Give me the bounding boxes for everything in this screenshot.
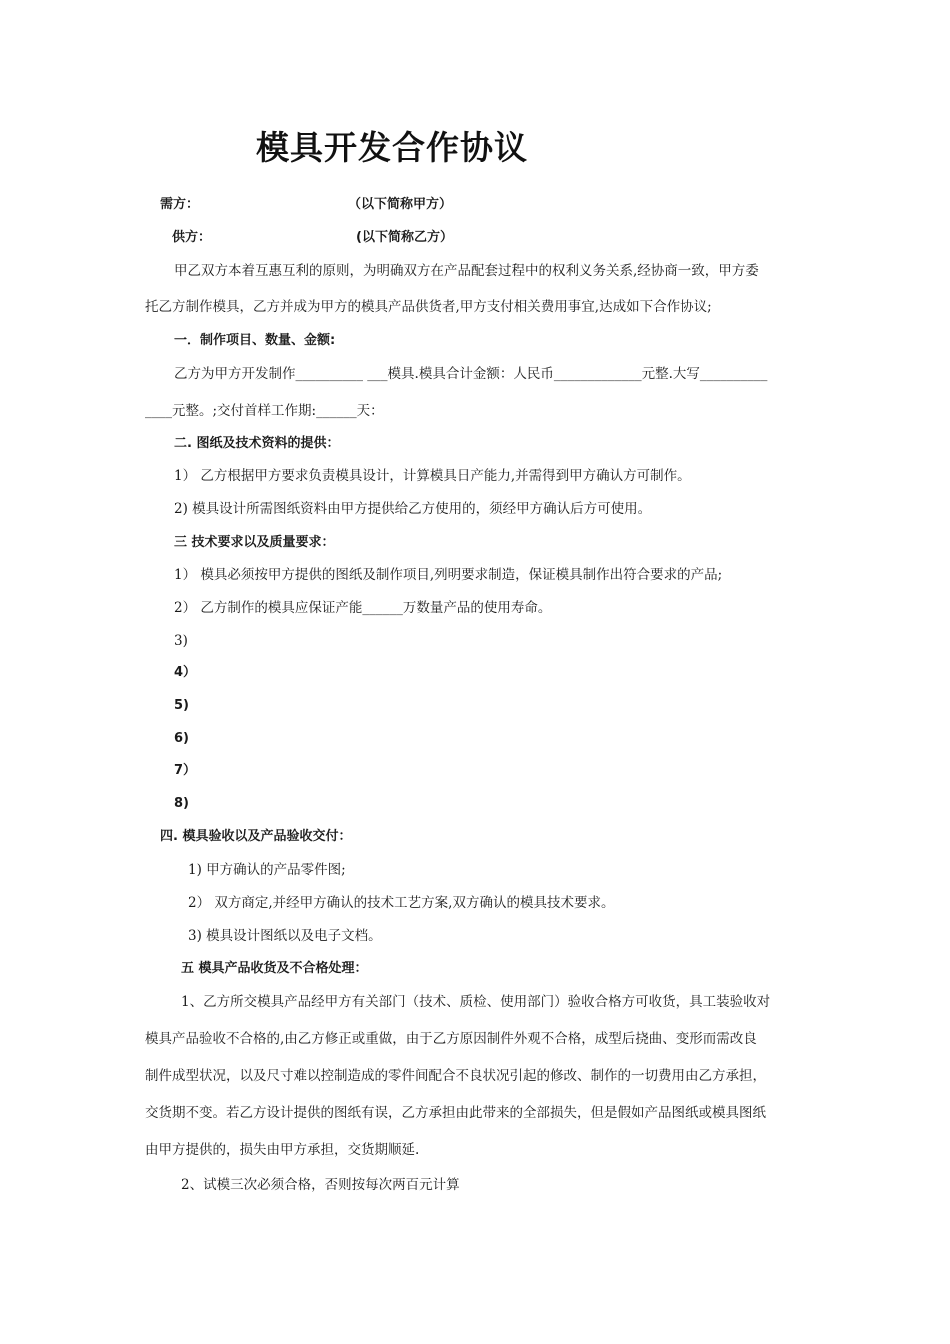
intro-line-1: 甲乙双方本着互惠互利的原则，为明确双方在产品配套过程中的权利义务关系,经协商一致，甲方委 xyxy=(174,263,759,279)
section-3-item-5: 5) xyxy=(174,698,189,713)
section-5-heading: 五 模具产品收货及不合格处理： xyxy=(181,961,368,976)
section-3-item-1: 1） 模具必须按甲方提供的图纸及制作项目,列明要求制造，保证模具制作出符合要求的产品; xyxy=(174,567,723,583)
section-3-item-8: 8) xyxy=(174,796,189,811)
section-3-heading: 三 技术要求以及质量要求： xyxy=(174,535,335,550)
section-3-item-4: 4） xyxy=(174,665,197,680)
section-3-item-2: 2） 乙方制作的模具应保证产能______万数量产品的使用寿命。 xyxy=(174,600,552,616)
section-5-para-1-line-2: 模具产品验收不合格的,由乙方修正或重做，由于乙方原因制件外观不合格，成型后挠曲、变形而需改良 xyxy=(145,1031,757,1047)
intro-line-2: 托乙方制作模具，乙方并成为甲方的模具产品供货者,甲方支付相关费用事宜,达成如下合作协议; xyxy=(145,299,712,315)
section-3-item-6: 6) xyxy=(174,731,189,746)
section-2-heading: 二. 图纸及技术资料的提供： xyxy=(174,436,340,451)
supply-party-label: 供方： xyxy=(172,230,212,245)
section-5-para-1-line-5: 由甲方提供的，损失由甲方承担，交货期顺延. xyxy=(145,1142,420,1158)
section-5-para-1-line-3: 制件成型状况，以及尺寸难以控制造成的零件间配合不良状况引起的修改、制作的一切费用由乙方承担， xyxy=(145,1068,766,1084)
demand-party-label: 需方： xyxy=(160,197,200,212)
section-3-item-3: 3) xyxy=(174,633,188,649)
section-1-heading: 一．制作项目、数量、金额: xyxy=(174,333,336,348)
section-2-item-2: 2) 模具设计所需图纸资料由甲方提供给乙方使用的，须经甲方确认后方可使用。 xyxy=(174,501,652,517)
supply-party-note: (以下简称乙方） xyxy=(356,230,453,245)
section-5-para-1-line-1: 1、乙方所交模具产品经甲方有关部门（技术、质检、使用部门）验收合格方可收货，具工装验收对 xyxy=(181,994,771,1010)
section-4-item-3: 3) 模具设计图纸以及电子文档。 xyxy=(188,928,382,944)
section-2-item-1: 1） 乙方根据甲方要求负责模具设计，计算模具日产能力,并需得到甲方确认方可制作。 xyxy=(174,468,691,484)
section-4-heading: 四. 模具验收以及产品验收交付： xyxy=(160,829,352,844)
section-4-item-1: 1) 甲方确认的产品零件图; xyxy=(188,862,346,878)
document-title: 模具开发合作协议 xyxy=(256,128,528,167)
section-5-para-2: 2、试模三次必须合格，否则按每次两百元计算 xyxy=(181,1177,460,1193)
section-1-line-2: ____元整。;交付首样工作期:______天： xyxy=(145,403,384,419)
section-4-item-2: 2） 双方商定,并经甲方确认的技术工艺方案,双方确认的模具技术要求。 xyxy=(188,895,615,911)
section-5-para-1-line-4: 交货期不变。若乙方设计提供的图纸有误，乙方承担由此带来的全部损失，但是假如产品图纸或模具图纸 xyxy=(145,1105,766,1121)
section-1-line-1: 乙方为甲方开发制作__________ ___模具.模具合计金额：人民币_____________元整.大写__________ xyxy=(174,366,768,382)
section-3-item-7: 7） xyxy=(174,763,197,778)
demand-party-note: （以下简称甲方） xyxy=(348,197,453,212)
